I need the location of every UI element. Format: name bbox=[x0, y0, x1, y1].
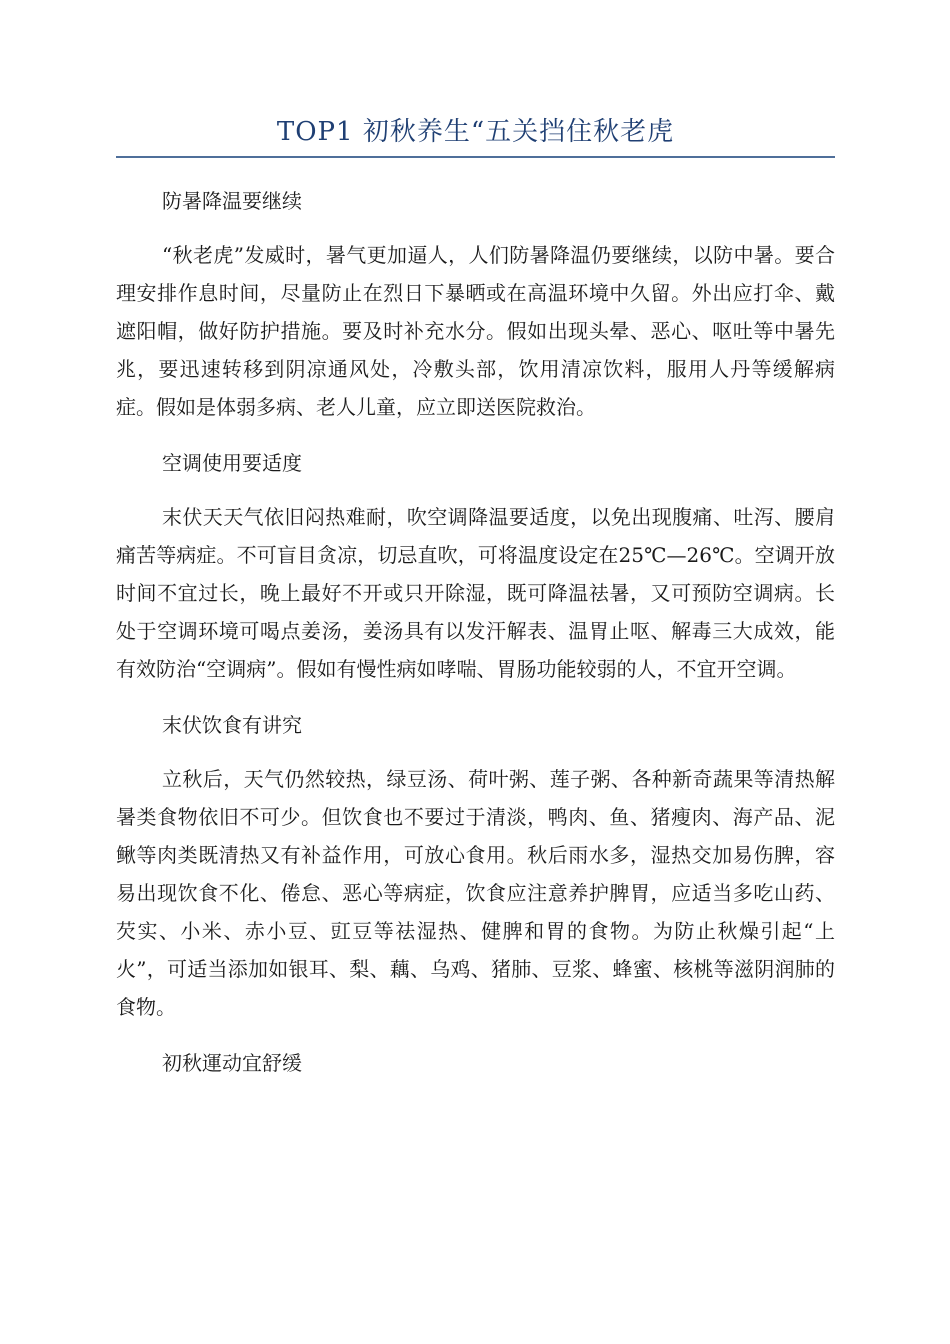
section-paragraph-air-conditioning: 末伏天天气依旧闷热难耐，吹空调降温要适度，以免出现腹痛、吐泻、腰肩痛苦等病症。不可盲目贪凉，切忌直吹，可将温度设定在25℃—26℃。空调开放时间不宜过长，晚上最好不开或只开除湿，既可降温祛暑，又可预防空调病。长处于空调环境可喝点姜汤，姜汤具有以发汗解表、温胃止呕、解毒三大成效，能有效防治“空调病”。假如有慢性病如哮喘、胃肠功能较弱的人，不宜开空调。 bbox=[116, 505, 835, 681]
section-heading-exercise: 初秋運动宜舒缓 bbox=[162, 1051, 302, 1075]
document-body bbox=[116, 182, 835, 1082]
title-block bbox=[116, 112, 835, 158]
document-page bbox=[116, 112, 835, 1082]
section-heading-heat-prevention: 防暑降温要继续 bbox=[162, 189, 302, 213]
section-paragraph-diet: 立秋后，天气仍然较热，绿豆汤、荷叶粥、莲子粥、各种新奇蔬果等清热解暑类食物依旧不可少。但饮食也不要过于清淡，鸭肉、鱼、猪瘦肉、海产品、泥鳅等肉类既清热又有补益作用，可放心食用。秋后雨水多，湿热交加易伤脾，容易出现饮食不化、倦怠、恶心等病症，饮食应注意养护脾胃，应适当多吃山药、芡实、小米、赤小豆、豇豆等祛湿热、健脾和胃的食物。为防止秋燥引起“上火”，可适当添加如银耳、梨、藕、乌鸡、猪肺、豆浆、蜂蜜、核桃等滋阴润肺的食物。 bbox=[116, 767, 835, 1019]
section-heading-air-conditioning: 空调使用要适度 bbox=[162, 451, 302, 475]
section-heading-diet: 末伏饮食有讲究 bbox=[162, 713, 302, 737]
document-title: TOP1 初秋养生“五关挡住秋老虎 bbox=[276, 117, 675, 147]
section-paragraph-heat-prevention: “秋老虎”发威时，暑气更加逼人，人们防暑降温仍要继续，以防中暑。要合理安排作息时间，尽量防止在烈日下暴晒或在高温环境中久留。外出应打伞、戴遮阳帽，做好防护措施。要及时补充水分。假如出现头晕、恶心、呕吐等中暑先兆，要迅速转移到阴凉通风处，冷敷头部，饮用清凉饮料，服用人丹等缓解病症。假如是体弱多病、老人儿童，应立即送医院救治。 bbox=[116, 243, 835, 419]
